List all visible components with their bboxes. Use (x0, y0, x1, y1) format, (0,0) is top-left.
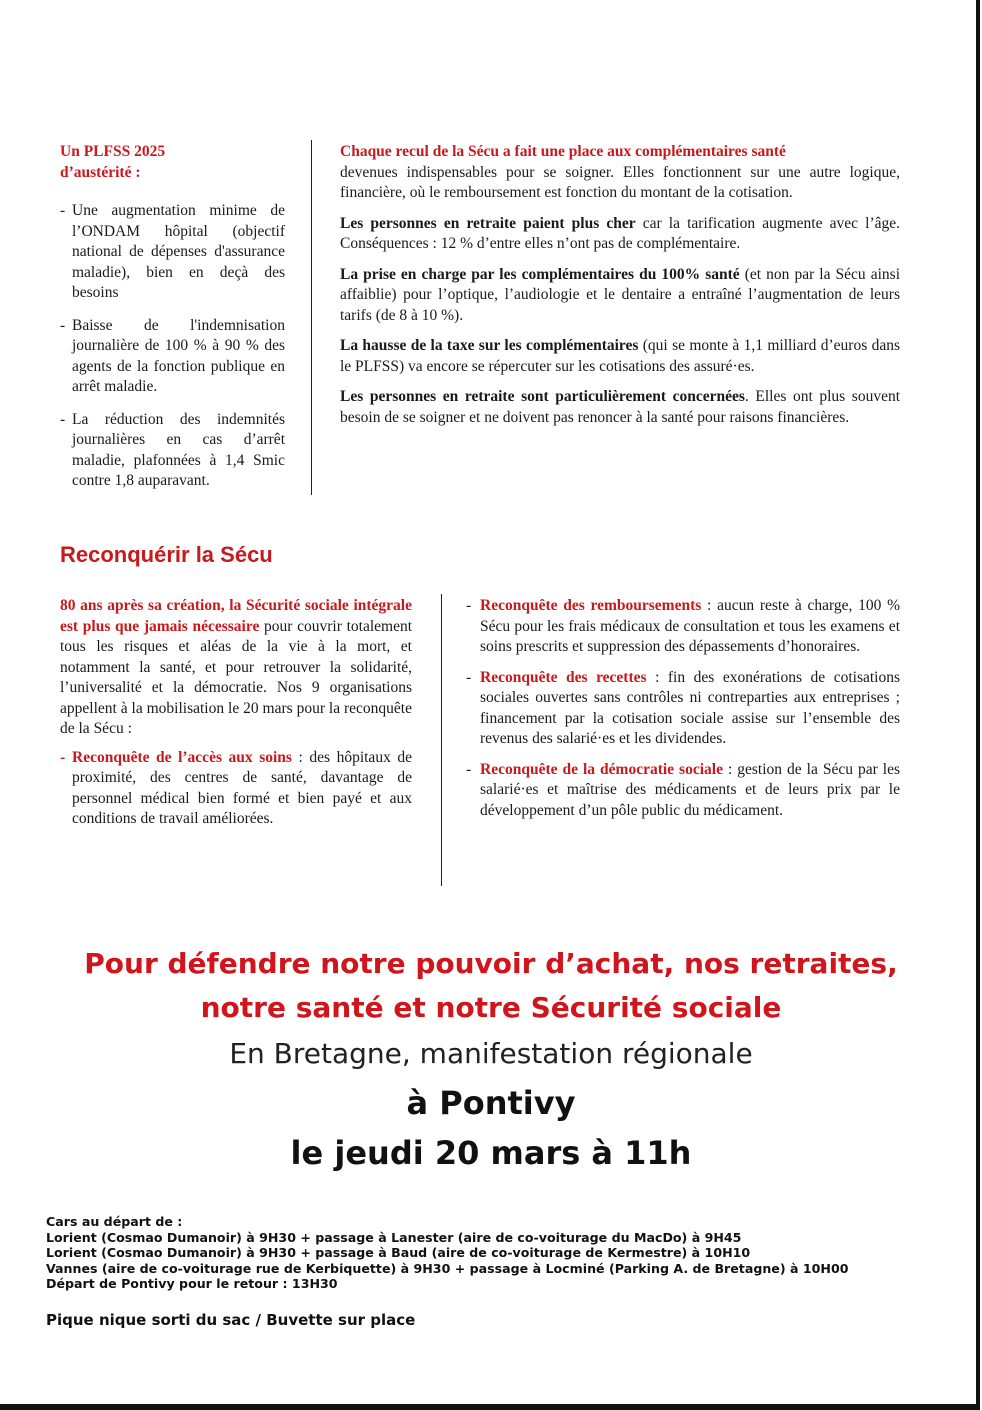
column-divider (441, 594, 442, 886)
reconquete-item: - Reconquête des recettes : fin des exonérations de cotisations sociales ouvertes sans contrôles ni contreparties aux entreprises ; financement par la cotisation sociale assise sur l’ensemble des revenus des salarié·es et les dividendes. (466, 668, 900, 747)
reconquete-item: - Reconquête des remboursements : aucun reste à charge, 100 % Sécu pour les frais médicaux de consultation et tous les examens et soins prescrits et suppression des dépassements d’honoraires. (466, 597, 900, 655)
reconquete-right-column (466, 596, 900, 831)
cta-location: à Pontivy (406, 1084, 576, 1122)
cta-line: Pour défendre notre pouvoir d’achat, nos retraites, (84, 947, 898, 980)
cta-subtitle: En Bretagne, manifestation régionale (229, 1037, 753, 1070)
paragraph: Les personnes en retraite paient plus cher car la tarification augmente avec l’âge. Conséquences : 12 % d’entre elles n’ont pas de complémentaire. (340, 214, 900, 252)
paragraph: Chaque recul de la Sécu a fait une place aux complémentaires santé devenues indispensables pour se soigner. Elles fonctionnent sur une autre logique, financière, où le remboursement est fonction du montant de la cotisation. (340, 143, 900, 201)
plfss-title: Un PLFSS 2025 d’austérité : (60, 143, 166, 181)
bus-departures (46, 1214, 946, 1292)
picnic-note: Pique nique sorti du sac / Buvette sur place (46, 1311, 416, 1329)
bus-line: Départ de Pontivy pour le retour : 13H30 (46, 1276, 338, 1292)
paragraph: La prise en charge par les complémentaires du 100% santé (et non par la Sécu ainsi affaiblie) pour l’optique, l’audiologie et le dentaire a entraîné l’augmentation de leurs tarifs (de 8 à 10 %). (340, 265, 900, 324)
intro-paragraph: 80 ans après sa création, la Sécurité sociale intégrale est plus que jamais nécessaire pour couvrir totalement tous les risques et aléas de la vie à la mort, et notamment la santé, et pour retrouver la solidarité, l’universalité et la démocratie. Nos 9 organisations appellent à la mobilisation le 20 mars pour la reconquête de la Sécu : (60, 597, 413, 737)
reconquete-left-column (60, 596, 412, 830)
paragraph: Les personnes en retraite sont particulièrement concernées. Elles ont plus souvent besoin de se soigner et ne doivent pas renoncer à la santé pour raisons financières. (340, 388, 901, 426)
plfss-item: - Une augmentation minime de l’ONDAM hôpital (objectif national de dépenses d'assurance maladie), bien en deçà des besoins (60, 202, 285, 301)
cta-line: notre santé et notre Sécurité sociale (200, 991, 782, 1024)
call-to-action (0, 942, 982, 1178)
reconquete-item: - Reconquête de la démocratie sociale : gestion de la Sécu par les salarié·es et maîtrise des médicaments et de leurs prix par le développement d’un pôle public du médicament. (466, 760, 900, 819)
cta-date: le jeudi 20 mars à 11h (290, 1134, 692, 1172)
plfss-list (60, 201, 285, 492)
section-heading: Reconquérir la Sécu (60, 542, 273, 567)
bus-line: Vannes (aire de co-voiturage rue de Kerbiquette) à 9H30 + passage à Locminé (Parking A. de Bretagne) à 10H00 (46, 1260, 849, 1276)
plfss-item: - Baisse de l'indemnisation journalière de 100 % à 90 % des agents de la fonction publique en arrêt maladie. (60, 316, 285, 395)
plfss-column (60, 142, 285, 504)
reconquete-item: - Reconquête de l’accès aux soins : des hôpitaux de proximité, des centres de santé, davantage de personnel médical bien formé et bien payé et aux conditions de travail améliorées. (60, 748, 412, 827)
bus-line: Lorient (Cosmao Dumanoir) à 9H30 + passage à Baud (aire de co-voiturage de Kermestre) à 10H10 (46, 1245, 751, 1261)
plfss-item: - La réduction des indemnités journalières en cas d’arrêt maladie, plafonnées à 1,4 Smic contre 1,8 auparavant. (60, 410, 285, 489)
bus-heading: Cars au départ de : (46, 1214, 183, 1229)
paragraph: La hausse de la taxe sur les complémentaires (qui se monte à 1,1 milliard d’euros dans le PLFSS) va encore se répercuter sur les cotisations des assuré·es. (340, 337, 900, 375)
complementaires-column (340, 142, 900, 438)
column-divider (311, 140, 312, 495)
bus-line: Lorient (Cosmao Dumanoir) à 9H30 + passage à Lanester (aire de co-voiturage du MacDo) à 9H45 (46, 1229, 742, 1245)
